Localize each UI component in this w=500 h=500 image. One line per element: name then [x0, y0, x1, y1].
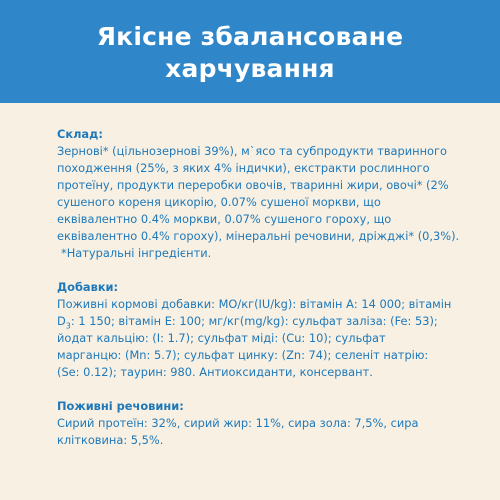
vitamin-d-subscript: 3 — [65, 321, 71, 331]
composition-line: походження (25%, з яких 4% індички), екстракти рослинного — [57, 161, 430, 175]
natural-ingredients-note: *Натуральні інгредієнти. — [61, 246, 212, 260]
nutrients-line: Сирий протеїн: 32%, сирий жир: 11%, сира зола: 7,5%, сира — [57, 416, 419, 430]
composition-section — [57, 126, 477, 262]
additives-line-rest: : 1 150; вітамін Е: 100; мг/кг(mg/kg): сульфат заліза: (Fe: 53); — [70, 314, 438, 328]
additives-line: марганцю: (Mn: 5.7); сульфат цинку: (Zn: 74); селеніт натрію: — [57, 348, 429, 362]
composition-line: Зернові* (цільнозернові 39%), м`ясо та субпродукти тваринного — [57, 144, 447, 158]
vitamin-d-letter: D — [57, 314, 66, 328]
additives-line — [57, 313, 477, 330]
nutrients-section — [57, 398, 477, 449]
page-title-line-2: харчування — [165, 53, 335, 83]
product-info — [57, 126, 477, 449]
additives-line: йодат кальцію: (I: 1.7); сульфат міді: (Cu: 10); сульфат — [57, 331, 386, 345]
additives-title: Добавки: — [57, 280, 119, 294]
composition-line: протеїну, продукти переробки овочів, тваринні жири, овочі* (2% — [57, 178, 449, 192]
page-title-line-1: Якісне збалансоване — [96, 21, 404, 51]
composition-line: сушеного кореня цикорію, 0.07% сушеної моркви, що — [57, 195, 381, 209]
additives-line: (Se: 0.12); таурин: 980. Антиоксиданти, консервант. — [57, 365, 373, 379]
nutrients-line: клітковина: 5,5%. — [57, 433, 164, 447]
composition-title: Склад: — [57, 127, 103, 141]
title-banner — [0, 0, 500, 103]
composition-line: еквівалентно 0.4% моркви, 0.07% сушеного гороху, що — [57, 212, 392, 226]
nutrients-title: Поживні речовини: — [57, 399, 184, 413]
additives-line: Поживні кормові добавки: МО/кг(IU/kg): вітамін А: 14 000; вітамін — [57, 297, 452, 311]
additives-section — [57, 279, 477, 381]
composition-line: еквівалентно 0.4% гороху), мінеральні речовини, дріжджі* (0,3%). — [57, 229, 460, 243]
